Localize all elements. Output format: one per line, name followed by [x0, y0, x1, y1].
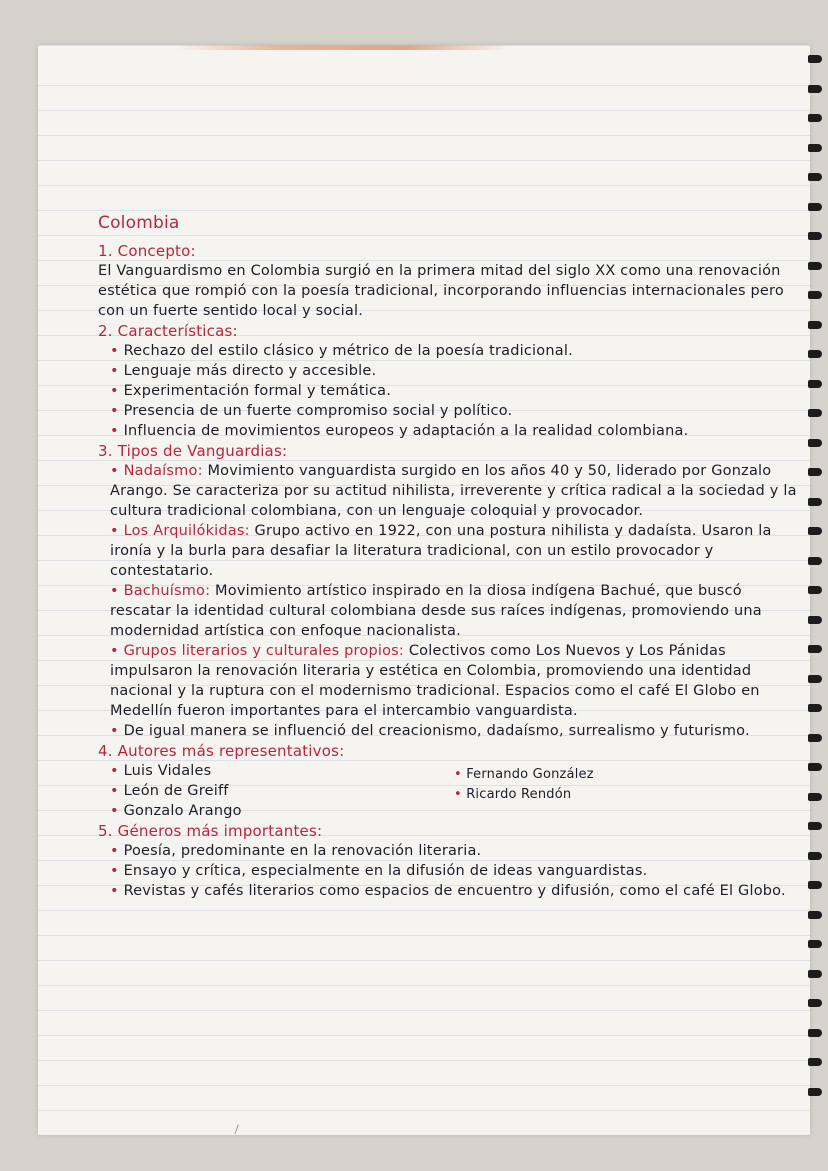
heading-generos: 5. Géneros más importantes: [98, 822, 323, 840]
binding-ring [808, 1058, 822, 1066]
author-item: • Fernando González [454, 767, 594, 782]
author-name: Gonzalo Arango [123, 803, 242, 819]
tipo-text: Movimiento artístico inspirado en la diosa indígena Bachué, que buscó rescatar la identidad cultural colombiana desde sus raíces indígenas, promoviendo una modernidad artística con enfoque nacionalista. [110, 583, 762, 639]
concepto-text: El Vanguardismo en Colombia surgió en la primera mitad del siglo XX como una renovación estética que rompió con la poesía tradicional, incorporando influencias internacionales pero con un fuerte sentido local y social. [98, 263, 784, 319]
caracteristica-text: Experimentación formal y temática. [123, 383, 392, 399]
caracteristica-item: • Rechazo del estilo clásico y métrico de la poesía tradicional. [110, 343, 573, 359]
binding-ring [808, 173, 822, 181]
heading-autores: 4. Autores más representativos: [98, 742, 345, 760]
binding-ring [808, 203, 822, 211]
tipo-label: Bachuísmo: [123, 583, 211, 599]
binding-ring [808, 85, 822, 93]
binding-ring [808, 586, 822, 594]
page-title: Colombia [98, 213, 180, 233]
heading-concepto: 1. Concepto: [98, 242, 196, 260]
pen-mark [234, 1124, 242, 1135]
binding-ring [808, 114, 822, 122]
caracteristica-item: • Presencia de un fuerte compromiso social y político. [110, 403, 513, 419]
binding-ring [808, 793, 822, 801]
binding-ring [808, 262, 822, 270]
author-name: Fernando González [466, 767, 594, 782]
binding-ring [808, 734, 822, 742]
genero-item: • Revistas y cafés literarios como espacios de encuentro y difusión, como el café El Globo. [110, 883, 786, 899]
binding-ring [808, 321, 822, 329]
genero-item: • Ensayo y crítica, especialmente en la difusión de ideas vanguardistas. [110, 863, 648, 879]
author-item: • Gonzalo Arango [110, 803, 242, 819]
binding-ring [808, 498, 822, 506]
binding-ring [808, 468, 822, 476]
binding-ring [808, 970, 822, 978]
binding-ring [808, 911, 822, 919]
caracteristica-item: • Influencia de movimientos europeos y adaptación a la realidad colombiana. [110, 423, 689, 439]
notebook-page [38, 45, 810, 1135]
genero-text: Poesía, predominante en la renovación literaria. [123, 843, 482, 859]
genero-item: • Poesía, predominante en la renovación literaria. [110, 843, 482, 859]
authors-column-2 [454, 761, 798, 821]
binding-ring [808, 675, 822, 683]
binding-ring [808, 822, 822, 830]
binding-ring [808, 1088, 822, 1096]
paper-top-stain [178, 45, 508, 50]
tipo-item: • Nadaísmo: Movimiento vanguardista surgido en los años 40 y 50, liderado por Gonzalo Arango. Se caracteriza por su actitud nihilista, irreverente y crítica radical a la sociedad y la cultura tradicional colombiana, con un lenguaje coloquial y provocador. [110, 463, 797, 519]
binding-ring [808, 616, 822, 624]
heading-tipos: 3. Tipos de Vanguardias: [98, 442, 288, 460]
handwritten-notes [98, 213, 798, 901]
tipo-item: • Bachuísmo: Movimiento artístico inspirado en la diosa indígena Bachué, que buscó rescatar la identidad cultural colombiana desde sus raíces indígenas, promoviendo una modernidad artística con enfoque nacionalista. [110, 583, 762, 639]
authors-column-1 [110, 761, 454, 821]
binding-ring [808, 1029, 822, 1037]
spiral-binding [800, 55, 826, 1125]
genero-text: Revistas y cafés literarios como espacios de encuentro y difusión, como el café El Globo. [123, 883, 786, 899]
authors-list [110, 761, 798, 821]
genero-text: Ensayo y crítica, especialmente en la difusión de ideas vanguardistas. [123, 863, 648, 879]
binding-ring [808, 940, 822, 948]
tipo-text: Movimiento vanguardista surgido en los años 40 y 50, liderado por Gonzalo Arango. Se caracteriza por su actitud nihilista, irreverente y crítica radical a la sociedad y la cultura tradicional colombiana, con un lenguaje coloquial y provocador. [110, 463, 797, 519]
binding-ring [808, 439, 822, 447]
caracteristica-text: Rechazo del estilo clásico y métrico de la poesía tradicional. [123, 343, 573, 359]
binding-ring [808, 704, 822, 712]
tipo-text: Colectivos como Los Nuevos y Los Pánidas impulsaron la renovación literaria y estética en Colombia, promoviendo una identidad nacional y la ruptura con el modernismo tradicional. Espacios como el café El Globo en Medellín fueron importantes para el intercambio vanguardista. [110, 643, 760, 719]
caracteristica-item: • Experimentación formal y temática. [110, 383, 392, 399]
author-name: Luis Vidales [123, 763, 212, 779]
author-name: León de Greiff [123, 783, 229, 799]
binding-ring [808, 999, 822, 1007]
tipo-label: Nadaísmo: [123, 463, 203, 479]
heading-caracteristicas: 2. Características: [98, 322, 238, 340]
author-name: Ricardo Rendón [466, 787, 572, 802]
caracteristica-text: Presencia de un fuerte compromiso social y político. [123, 403, 513, 419]
tipo-item: • De igual manera se influenció del creacionismo, dadaísmo, surrealismo y futurismo. [110, 723, 750, 739]
binding-ring [808, 55, 822, 63]
binding-ring [808, 380, 822, 388]
tipo-label: Grupos literarios y culturales propios: [123, 643, 405, 659]
tipo-item: • Los Arquilókidas: Grupo activo en 1922, con una postura nihilista y dadaísta. Usaron la ironía y la burla para desafiar la literatura tradicional, con un estilo provocador y contestatario. [110, 523, 772, 579]
binding-ring [808, 291, 822, 299]
binding-ring [808, 557, 822, 565]
binding-ring [808, 852, 822, 860]
author-item: • Ricardo Rendón [454, 787, 572, 802]
binding-ring [808, 763, 822, 771]
binding-ring [808, 409, 822, 417]
binding-ring [808, 350, 822, 358]
caracteristica-text: Lenguaje más directo y accesible. [123, 363, 377, 379]
binding-ring [808, 144, 822, 152]
binding-ring [808, 645, 822, 653]
author-item: • Luis Vidales [110, 763, 212, 779]
tipo-text: De igual manera se influenció del creacionismo, dadaísmo, surrealismo y futurismo. [123, 723, 750, 739]
tipo-item: • Grupos literarios y culturales propios: Colectivos como Los Nuevos y Los Pánidas impulsaron la renovación literaria y estética en Colombia, promoviendo una identidad nacional y la ruptura con el modernismo tradicional. Espacios como el café El Globo en Medellín fueron importantes para el intercambio vanguardista. [110, 643, 760, 719]
binding-ring [808, 881, 822, 889]
caracteristica-text: Influencia de movimientos europeos y adaptación a la realidad colombiana. [123, 423, 689, 439]
tipo-text: Grupo activo en 1922, con una postura nihilista y dadaísta. Usaron la ironía y la burla para desafiar la literatura tradicional, con un estilo provocador y contestatario. [110, 523, 772, 579]
caracteristica-item: • Lenguaje más directo y accesible. [110, 363, 377, 379]
binding-ring [808, 232, 822, 240]
author-item: • León de Greiff [110, 783, 229, 799]
tipo-label: Los Arquilókidas: [123, 523, 250, 539]
binding-ring [808, 527, 822, 535]
